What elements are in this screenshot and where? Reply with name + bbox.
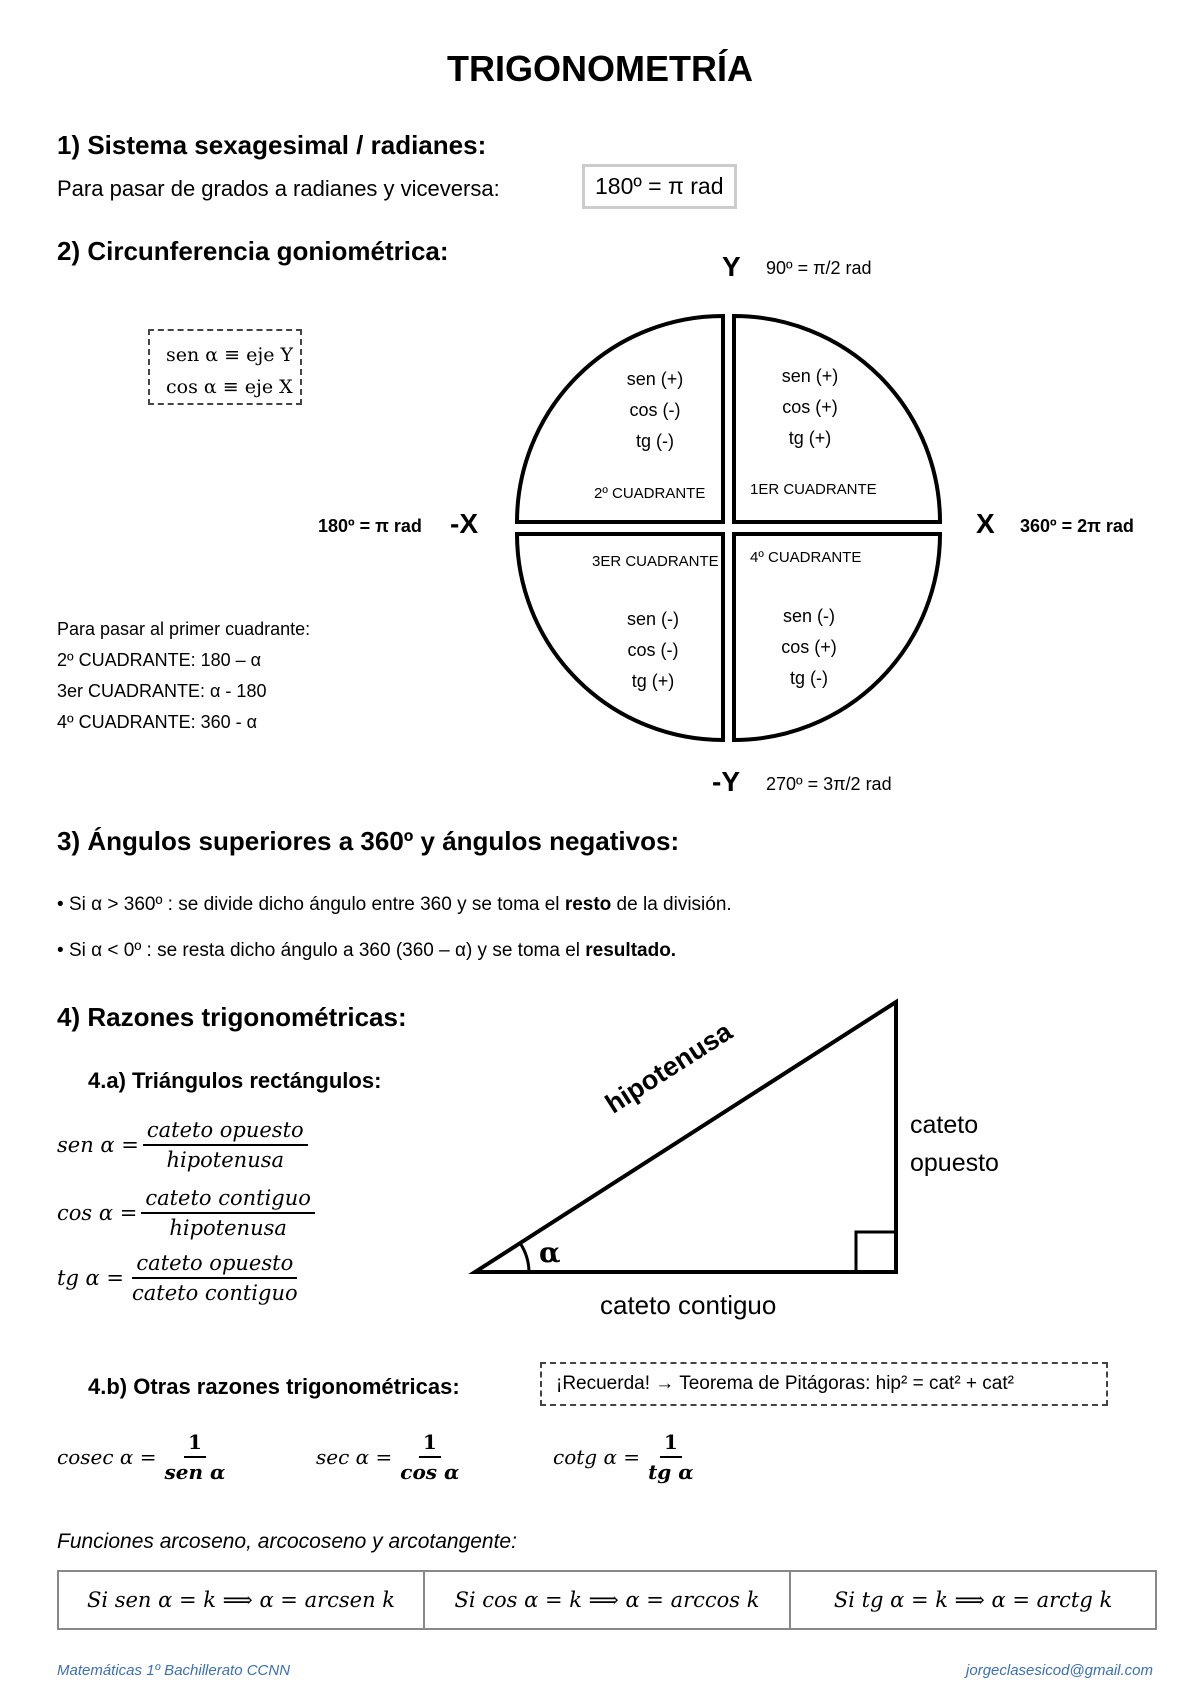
formula-cosec: [57, 1430, 229, 1484]
formula-tg-den: cateto contiguo: [132, 1281, 298, 1305]
q1-tg: tg (+): [788, 428, 832, 448]
formula-cos-den: hipotenusa: [169, 1216, 287, 1240]
section-2-heading: 2) Circunferencia goniométrica:: [57, 236, 449, 266]
adjacent-label: cateto contiguo: [600, 1290, 777, 1320]
axis-legend-box: [148, 329, 302, 405]
arc-functions-title: Funciones arcoseno, arcocoseno y arcotangente:: [57, 1530, 517, 1553]
bullet-icon: •: [57, 940, 69, 961]
formula-cosec-lhs: cosec α =: [57, 1445, 157, 1469]
angle-90-label: 90º = π/2 rad: [766, 258, 872, 278]
quadrant-2-name: 2º CUADRANTE: [594, 485, 706, 502]
page-title: TRIGONOMETRÍA: [447, 48, 753, 89]
q3-tg: tg (+): [631, 671, 675, 691]
arctg-cell: Si tg α = k ⟹ α = arctg k: [790, 1571, 1156, 1629]
q4-cos: cos (+): [781, 637, 837, 657]
angle-180-label: 180º = π rad: [318, 516, 422, 536]
reduction-q4: 4º CUADRANTE: 360 - α: [57, 712, 258, 732]
rule-1-text: Si α > 360º : se divide dicho ángulo entre 360 y se toma el: [68, 894, 565, 915]
formula-sec-num: 1: [419, 1430, 441, 1458]
formula-cos-num: cateto contiguo: [141, 1186, 315, 1214]
hypotenuse-label: hipotenusa: [600, 1016, 738, 1120]
angle-270-label: 270º = 3π/2 rad: [766, 774, 892, 794]
formula-sec-lhs: sec α =: [316, 1445, 393, 1469]
formula-cotg: [553, 1430, 698, 1484]
reduction-q3: 3er CUADRANTE: α - 180: [57, 681, 267, 701]
bullet-icon: •: [57, 894, 69, 915]
angle-360-label: 360º = 2π rad: [1020, 516, 1134, 536]
quadrant-1-signs: [755, 361, 865, 454]
rule-2-bold: resultado.: [585, 940, 677, 961]
angle-arc: [520, 1243, 529, 1272]
formula-sen: [57, 1118, 308, 1172]
formula-sen-lhs: sen α =: [57, 1133, 139, 1157]
axis-x-label: X: [976, 508, 995, 539]
rule-2-text: Si α < 0º : se resta dicho ángulo a 360 (360 – α) y se toma el: [68, 940, 586, 961]
q2-sen: sen (+): [626, 369, 684, 389]
reduction-q2: 2º CUADRANTE: 180 – α: [57, 650, 262, 670]
formula-tg: [57, 1251, 302, 1305]
arccos-cell: Si cos α = k ⟹ α = arccos k: [424, 1571, 790, 1629]
goniometric-circle: [500, 300, 960, 760]
quadrant-1-name: 1ER CUADRANTE: [750, 481, 877, 498]
reduction-rules: [57, 614, 310, 738]
degree-radian-box: 180º = π rad: [582, 164, 737, 209]
rule-1-bold: resto: [564, 894, 612, 915]
formula-cosec-num: 1: [184, 1430, 206, 1458]
q4-tg: tg (-): [790, 668, 828, 688]
formula-cotg-den: tg α: [648, 1460, 694, 1484]
formula-cos: [57, 1186, 315, 1240]
formula-sen-num: cateto opuesto: [143, 1118, 308, 1146]
q4-sen: sen (-): [782, 606, 835, 626]
quadrant-4-signs: [754, 601, 864, 694]
axis-neg-y-label: -Y: [712, 766, 740, 797]
formula-sec-den: cos α: [400, 1460, 460, 1484]
opposite-label-2: opuesto: [910, 1149, 999, 1177]
rule-1-post: de la división.: [611, 894, 732, 915]
formula-tg-lhs: tg α =: [57, 1266, 125, 1290]
formula-cotg-num: 1: [660, 1430, 682, 1458]
q1-cos: cos (+): [782, 397, 838, 417]
alpha-label: α: [539, 1236, 561, 1269]
section-3-heading: 3) Ángulos superiores a 360º y ángulos negativos:: [57, 826, 680, 856]
q3-cos: cos (-): [627, 640, 679, 660]
q2-cos: cos (-): [629, 400, 681, 420]
arc-functions-table: [57, 1570, 1157, 1630]
formula-sec: [316, 1430, 463, 1484]
quadrant-3-signs: [598, 604, 708, 697]
q2-tg: tg (-): [636, 431, 674, 451]
formula-cos-lhs: cos α =: [57, 1201, 138, 1225]
footer-email[interactable]: jorgeclasesicod@gmail.com: [966, 1662, 1153, 1679]
subsection-4b: 4.b) Otras razones trigonométricas:: [88, 1374, 460, 1399]
quadrant-2-signs: [600, 364, 710, 457]
formula-tg-num: cateto opuesto: [132, 1251, 297, 1279]
pythagoras-box: ¡Recuerda! → Teorema de Pitágoras: hip² = cat² + cat²: [540, 1362, 1108, 1406]
subsection-4a: 4.a) Triángulos rectángulos:: [88, 1068, 382, 1093]
section-1-heading: 1) Sistema sexagesimal / radianes:: [57, 130, 487, 160]
axis-y-label: Y: [722, 251, 741, 282]
formula-cosec-den: sen α: [164, 1460, 226, 1484]
right-triangle: [460, 990, 920, 1280]
legend-cos: cos α ≡ eje X: [166, 376, 293, 398]
formula-sen-den: hipotenusa: [166, 1148, 285, 1172]
rule-greater-360: [57, 894, 732, 916]
quadrant-3-name: 3ER CUADRANTE: [592, 553, 719, 570]
axis-neg-x-label: -X: [450, 508, 478, 539]
q1-sen: sen (+): [781, 366, 839, 386]
opposite-label-1: cateto: [910, 1111, 979, 1139]
right-angle-mark: [856, 1232, 896, 1272]
arcsen-cell: Si sen α = k ⟹ α = arcsen k: [58, 1571, 424, 1629]
formula-cotg-lhs: cotg α =: [553, 1445, 641, 1469]
opposite-label: [910, 1106, 999, 1182]
section-4-heading: 4) Razones trigonométricas:: [57, 1002, 407, 1032]
quadrant-4-name: 4º CUADRANTE: [750, 549, 862, 566]
legend-sen: sen α ≡ eje Y: [166, 344, 294, 366]
footer-course: Matemáticas 1º Bachillerato CCNN: [57, 1662, 291, 1679]
section-1-text: Para pasar de grados a radianes y viceversa:: [57, 176, 500, 201]
q3-sen: sen (-): [626, 609, 679, 629]
rule-negative: [57, 940, 676, 962]
reduction-intro: Para pasar al primer cuadrante:: [57, 619, 311, 639]
